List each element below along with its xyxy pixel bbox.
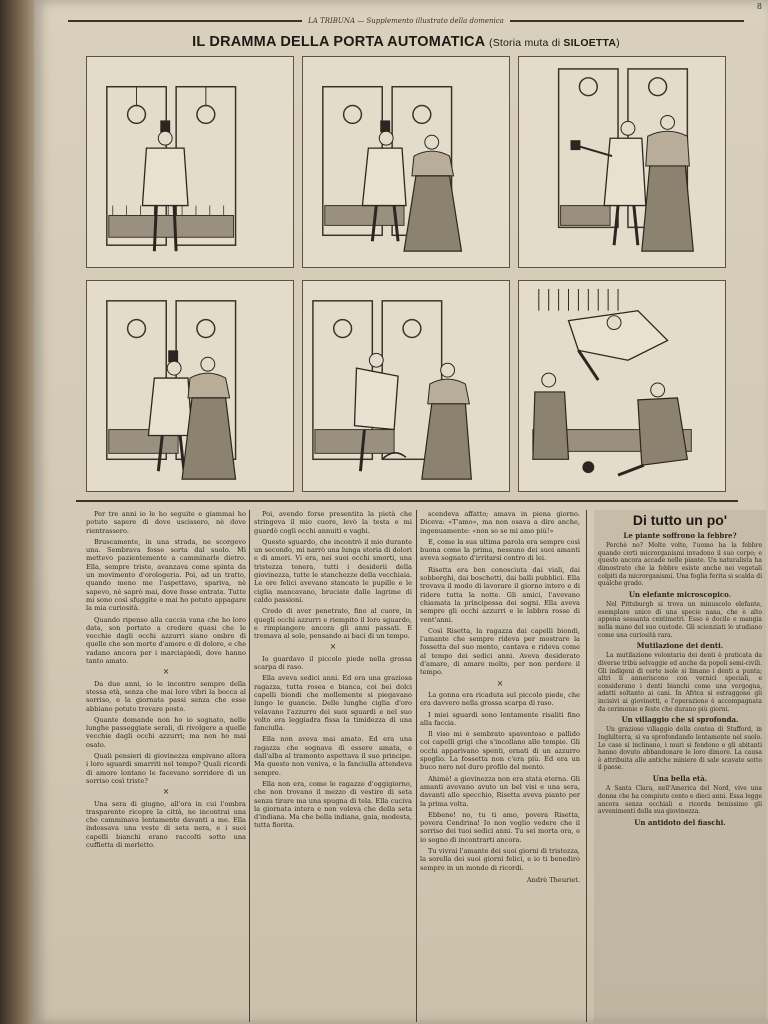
panel-2-illustration (303, 57, 509, 267)
paragraph: Risetta era ben conosciuta dai viali, dai sobborghi, dai boschetti, dai balli pubblici. Ella trovava il modo di lavorare il giorno intero e di ridere tutta la notte. Gli amici, l'avevano chiamata la principessa dei sogni. Ella aveva sempre gli occhi azzurri e le labbra rosse di vent'anni. (420, 565, 580, 624)
article-column-1 (86, 510, 246, 1022)
title-author: SILOETTA (563, 37, 617, 49)
comic-panel-6 (518, 280, 726, 492)
title-sub-prefix: (Storia muta di (489, 37, 564, 49)
article-signature: Andrè Theuriet. (526, 875, 580, 884)
paragraph: Quando ripenso alla caccia vana che ho loro data, son portato a credere quasi che le vecchie dagli occhi azzurri siano ombre di quelle che son morte d'amore e di dolore, e che vadano ancora per i marciapiedi, dove hanno tanto amato. (86, 615, 246, 666)
paragraph: Quante domande non ho io sognato, nelle lunghe passeggiate serali, di rivolgere a quelle vecchie dagli occhi azzurri; ma non ho mai osato. (86, 715, 246, 749)
comic-panel-5 (302, 280, 510, 492)
page-number: 8 (756, 2, 762, 11)
article-column-3 (420, 510, 580, 1022)
paragraph: Questo sguardo, che incontrò il mio durante un secondo, mi narrò una lunga storia di dolori e di amori. Vi era, nei suoi occhi smorti, una tristezza tenera, tutti i desiderii della giovinezza, tutte le stanchezze della vecchiaia. Le ore felici avevano stancato le pupille e le ciglia mancavano, bruciate dalle lagrime di caldo passioni. (254, 537, 412, 604)
title-subtitle (489, 37, 620, 49)
paragraph: Ella aveva sedici anni. Ed era una graziosa ragazza, tutta rosea e bianca, coi bei dolci capelli biondi che mollemente si piegavano lungo le guancie. Delle lunghe ciglia d'oro velavano l'azzurro dei suoi sguardi e nel suo volto era leggiadra fissa la timidezza di una fanciulla. (254, 674, 412, 733)
panel-3-illustration (519, 57, 725, 267)
paragraph: Così Risetta, la ragazza dai capelli biondi, l'amante che sempre rideva per mostrare la fossetta del suo mento, cantava e rideva come al tempo dei sedici anni. Aveva desiderato d'amare, di amare molto, per non perdere il tempo. (420, 626, 580, 677)
column-rule (416, 510, 417, 1022)
paragraph: E, come la sua ultima parola era sempre così buona come la prima, nessuno dei suoi amanti aveva sognato d'irritarsi contro di lei. (420, 537, 580, 563)
running-head (62, 12, 750, 30)
comic-panel-2 (302, 56, 510, 268)
column-rule (586, 510, 587, 1022)
paragraph: Credo di aver penetrato, fino al cuore, in quegli occhi azzurri e riempito il loro sguardo, e rimpiangere ancora gli anni passati. E tremava al sole, pensando ai baci di un tempo. (254, 607, 412, 641)
section-separator: × (162, 787, 170, 797)
sidebar-paragraph: La mutilazione volontaria dei denti è praticata da diverse tribù selvaggie ed anche da popoli semi-civili. Gli indigeni di certe isole si limano i denti a punta; altri li anneriscono con vernici speciali, e considerano i denti bianchi come una vergogna, adatti soltanto ai cani. In Africa si estraggono gli incisivi ai giovinetti, e l'operazione è accompagnata da cerimonie e feste che durano più giorni. (598, 652, 762, 713)
paragraph: Bruscamente, in una strada, ne scorgevo una. Sembrava fosse sorta dal suolo. Mi mettevo pazientemente a camminarle dietro. Ella, sempre triste, avanzava come spinta da un movimento d'orologeria. Poi, ad un tratto, quando meno me l'aspettavo, spariva, nè sapevo, nè saprò mai, dove fosse entrata. Tutte mi sono così sfuggite e mai ho potuto appagare la mia curiosità. (86, 537, 246, 613)
running-head-rule-right (510, 20, 744, 22)
paragraph: La gonna era ricaduta sul piccolo piede, che era davvero nella grossa scarpa di raso. (420, 690, 580, 708)
sidebar-paragraph: Nel Pittsburgh si trova un minuscolo elefante, esemplare unico di una specie nana, che è alto appena sessanta centimetri. Esso è docile e mangia nella mano del suo custode. Gli scienziati lo studiano come una curiosità rara. (598, 601, 762, 639)
paragraph: Io guardavo il piccolo piede nella grossa scarpa di raso. (254, 654, 412, 672)
sidebar-title: Di tutto un po' (632, 512, 728, 528)
paragraph: Ebbene! no, tu ti amo, povera Risetta, povera Cendrina! Io non voglio vedere che il sorriso dei tuoi sedici anni. Tu sei morta ora, e io sogno di incontrarti ancora. (420, 810, 580, 844)
sidebar-paragraph: Perchè no? Molte volte, l'uomo ha la febbre quando certi microrganismi invadono il suo corpo; e questo ancora accade nelle piante. Un naturalista ha dimostrato che la febbre esiste anche nei vegetali colpiti da microrganismi. Una foglia ferita si scalda di qualche grado. (598, 542, 763, 588)
sidebar-heading: Una bella età. (652, 774, 708, 784)
page-title (62, 34, 750, 50)
panel-5-illustration (303, 281, 509, 491)
panel-1-illustration (87, 57, 293, 267)
paragraph: Ella non aveva mai amato. Ed era una ragazza che sognava di essere amata, e dall'alba al tramonto aspettava il suo principe. Ma questo non veniva, e la fanciulla attendeva sempre. (254, 735, 412, 777)
paragraph: Poi, avendo forse presentita la pietà che stringeva il mio cuore, levò la testa e mi guardò cogli occhi annuiti e vaghi. (254, 510, 412, 535)
article-column-2 (254, 510, 412, 1022)
section-separator: × (496, 678, 504, 688)
sidebar-heading: Un villaggio che si sprofonda. (621, 715, 739, 725)
paragraph: Da due anni, io le incontro sempre della stessa età, senza che mai loro vibri la bocca al sorriso, e la giornata passi senza che esse abbiano potuto trovare posto. (86, 679, 246, 713)
paragraph: Il viso mi è sembrato spaventoso e pallido coi capelli grigi che s'incollano alle tempie. Gli occhi apparivano spenti, ornati di un azzurro spoglio. La fossetta non c'era più. Ed era un buco nero nel duro profilo del mento. (420, 730, 580, 772)
section-separator: × (162, 667, 170, 677)
comic-panel-1 (86, 56, 294, 268)
running-head-rule-left (68, 20, 302, 22)
paragraph: Ella non era, come le ragazze d'oggigiorno, che non trovano il mezzo di vestire di seta senza tirare ma una spugna di tela. Ella cuciva la giornata intera e non voleva che della seta d'indiana. Ma che bella indiana, gaia, modesta, tutta fiorita. (254, 779, 412, 830)
comic-panel-4 (86, 280, 294, 492)
panel-4-illustration (87, 281, 293, 491)
sidebar-heading: Le piante soffrono la febbre? (623, 531, 737, 540)
sidebar-heading: Mutilazione dei denti. (636, 641, 724, 651)
paragraph: Ahimè! a giovinezza non era stata eterna. Gli amanti avevano avuto un bel visi e una sera, davanti allo specchio, Risetta aveva pianto per la prima volta. (420, 774, 580, 808)
panel-6-illustration (519, 281, 725, 491)
running-title: LA TRIBUNA — Supplemento illustrato della domenica (308, 17, 504, 25)
section-rule (76, 500, 738, 502)
paragraph: Tu vivrai l'amante dei suoi giorni di tristezza, la sorella dei suoi giorni felici, e io ti benedirò sempre in un mondo di ricordi. (420, 846, 580, 872)
sidebar-heading: Un antidoto del fiaschi. (634, 817, 726, 827)
article-columns (86, 510, 768, 1022)
paragraph: Una sera di giugno, all'ora in cui l'ombra trasparente ricopre la città, ne incontrai una che camminava lentamente davanti a me. Ella indossava una veste di seta nera, e i suoi capelli bianchi erano raccolti sotto una cuffietta di merletto. (86, 799, 246, 849)
title-main: IL DRAMMA DELLA PORTA AUTOMATICA (192, 34, 485, 50)
paragraph: scendeva affatto; amava in piena giorno. Diceva: «T'amo», ma non osava a dire anche, ingenuamente: «non so se mi amo più!» (420, 510, 580, 535)
title-sub-suffix: ) (616, 37, 620, 49)
comic-strip (86, 56, 726, 496)
paragraph: Quali pensieri di giovinezza empivano allora i loro sguardi smarriti nel tempo? Quali ricordi di amore lontano le facevano sorridere di un sorriso così triste? (86, 752, 246, 785)
section-separator: × (329, 642, 337, 652)
column-rule (249, 510, 250, 1022)
newspaper-page (34, 0, 768, 1024)
paragraph: I miei sguardi sono lentamente risaliti fino alla faccia. (420, 710, 580, 727)
sidebar-column (594, 510, 766, 1022)
sidebar-paragraph: A Santa Clara, nell'America del Nord, vive una donna che ha compiuto cento e dieci anni. Essa legge ancora senza occhiali e ricorda benissimo gli avvenimenti della sua giovinezza. (598, 785, 762, 816)
sidebar-paragraph: Un grazioso villaggio della contea di Stafford, in Inghilterra, si va sprofondando lentamente nel suolo. Le case si inclinano, i muri si fendono e gli abitanti hanno dovuto abbandonare le loro dimore. La causa è attribuita alle antiche miniere di sale scavate sotto il paese. (598, 726, 762, 772)
sidebar-heading: Un elefante microscopico. (628, 589, 732, 599)
paragraph: Per tre anni io le ho seguite e giammai ho potuto sapere di dove uscissero, nè dove rientrassero. (86, 510, 246, 535)
comic-panel-3 (518, 56, 726, 268)
